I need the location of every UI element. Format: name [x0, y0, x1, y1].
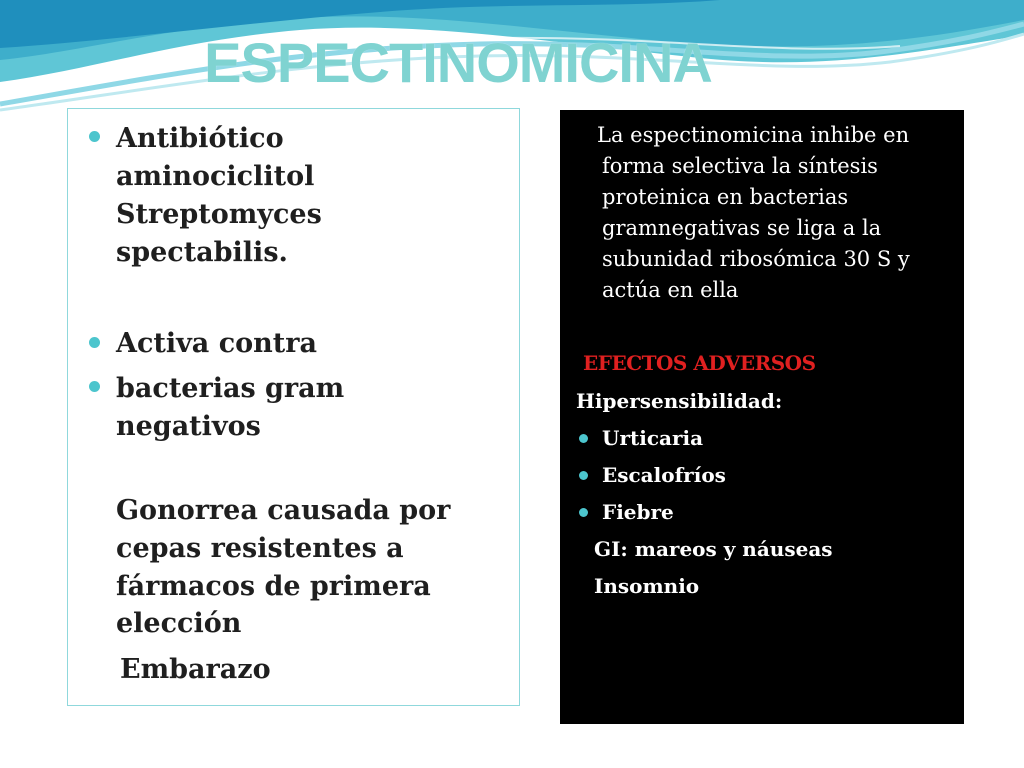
- bullet-dot-icon: [579, 471, 588, 480]
- right-intro-line4: gramnegativas se liga a la: [602, 216, 882, 240]
- left-bullet1-line3: Streptomyces: [116, 199, 322, 230]
- right-intro-line3: proteinica en bacterias: [602, 185, 849, 209]
- right-intro-line2: forma selectiva la síntesis: [602, 154, 878, 178]
- left-paragraph-line2: cepas resistentes a: [116, 533, 404, 564]
- effect-item-escalofrios: Escalofríos: [602, 463, 726, 487]
- bullet-dot-icon: [89, 381, 100, 392]
- gi-effects: GI: mareos y náuseas: [594, 537, 833, 561]
- bullet-dot-icon: [89, 131, 100, 142]
- bullet-dot-icon: [579, 434, 588, 443]
- left-bullet3-line1: bacterias gram: [116, 373, 345, 404]
- bullet-dot-icon: [89, 337, 100, 348]
- left-bullet1-line2: aminociclitol: [116, 161, 315, 192]
- left-paragraph-line3: fármacos de primera: [116, 571, 431, 602]
- right-intro-line1: La espectinomicina inhibe en: [597, 123, 910, 147]
- left-paragraph-line1: Gonorrea causada por: [116, 495, 451, 526]
- slide-title: ESPECTINOMICINA: [204, 31, 712, 94]
- adverse-effects-heading: EFECTOS ADVERSOS: [583, 351, 816, 375]
- left-paragraph-line4: elección: [116, 608, 242, 639]
- right-intro-line6: actúa en ella: [602, 278, 739, 302]
- effect-item-fiebre: Fiebre: [602, 500, 674, 524]
- left-bullet3-line2: negativos: [116, 411, 261, 442]
- insomnia-effect: Insomnio: [594, 574, 700, 598]
- hypersensitivity-label: Hipersensibilidad:: [576, 389, 783, 413]
- left-embarazo: Embarazo: [120, 654, 271, 685]
- left-bullet1-line4: spectabilis.: [116, 237, 288, 268]
- bullet-dot-icon: [579, 508, 588, 517]
- left-bullet2: Activa contra: [116, 328, 317, 359]
- effect-item-urticaria: Urticaria: [602, 426, 704, 450]
- right-intro-line5: subunidad ribosómica 30 S y: [602, 247, 910, 271]
- left-bullet1-line1: Antibiótico: [116, 123, 284, 154]
